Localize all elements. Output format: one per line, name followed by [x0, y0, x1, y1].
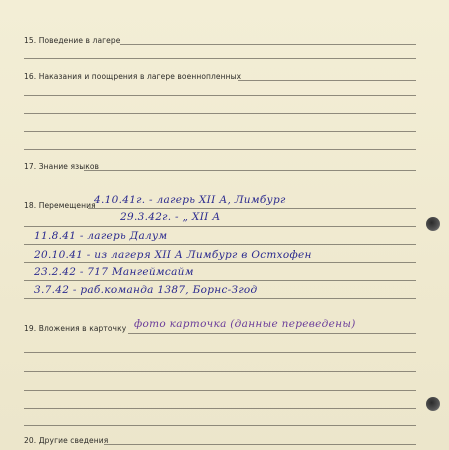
rule-line — [24, 244, 416, 245]
rule-line — [24, 298, 416, 299]
move-entry: 23.2.42 - 717 Мангеймсайм — [34, 266, 194, 278]
rule-line — [24, 371, 416, 372]
field-16-label: 16. Наказания и поощрения в лагере военнопленных — [24, 72, 242, 81]
rule-line — [24, 226, 416, 227]
rule-line — [238, 80, 416, 81]
rule-line — [24, 425, 416, 426]
move-entry: 3.7.42 - раб.команда 1387, Борнс-Згод — [34, 284, 258, 296]
rule-line — [24, 113, 416, 114]
rule-line — [24, 390, 416, 391]
rule-line — [24, 280, 416, 281]
field-20-label: 20. Другие сведения — [24, 436, 109, 445]
attachments-entry: фото карточка (данные переведены) — [134, 318, 356, 330]
rule-line — [120, 44, 416, 45]
rule-line — [104, 444, 416, 445]
field-18-label: 18. Перемещения — [24, 201, 96, 210]
rule-line — [24, 95, 416, 96]
move-entry: 29.3.42г. - „ XII А — [120, 211, 221, 223]
rule-line — [88, 208, 416, 209]
move-entry: 20.10.41 - из лагеря XII А Лимбург в Остхофен — [34, 249, 312, 261]
move-entry: 11.8.41 - лагерь Далум — [34, 230, 168, 242]
field-19-label: 19. Вложения в карточку — [24, 324, 127, 333]
rule-line — [24, 58, 416, 59]
punch-hole — [426, 397, 440, 411]
rule-line — [24, 131, 416, 132]
move-entry: 4.10.41г. - лагерь XII А, Лимбург — [94, 194, 286, 206]
field-15-label: 15. Поведение в лагере — [24, 36, 121, 45]
rule-line — [84, 170, 416, 171]
rule-line — [24, 352, 416, 353]
rule-line — [128, 333, 416, 334]
rule-line — [24, 408, 416, 409]
punch-hole — [426, 217, 440, 231]
rule-line — [24, 262, 416, 263]
field-17-label: 17. Знание языков — [24, 162, 100, 171]
rule-line — [24, 149, 416, 150]
